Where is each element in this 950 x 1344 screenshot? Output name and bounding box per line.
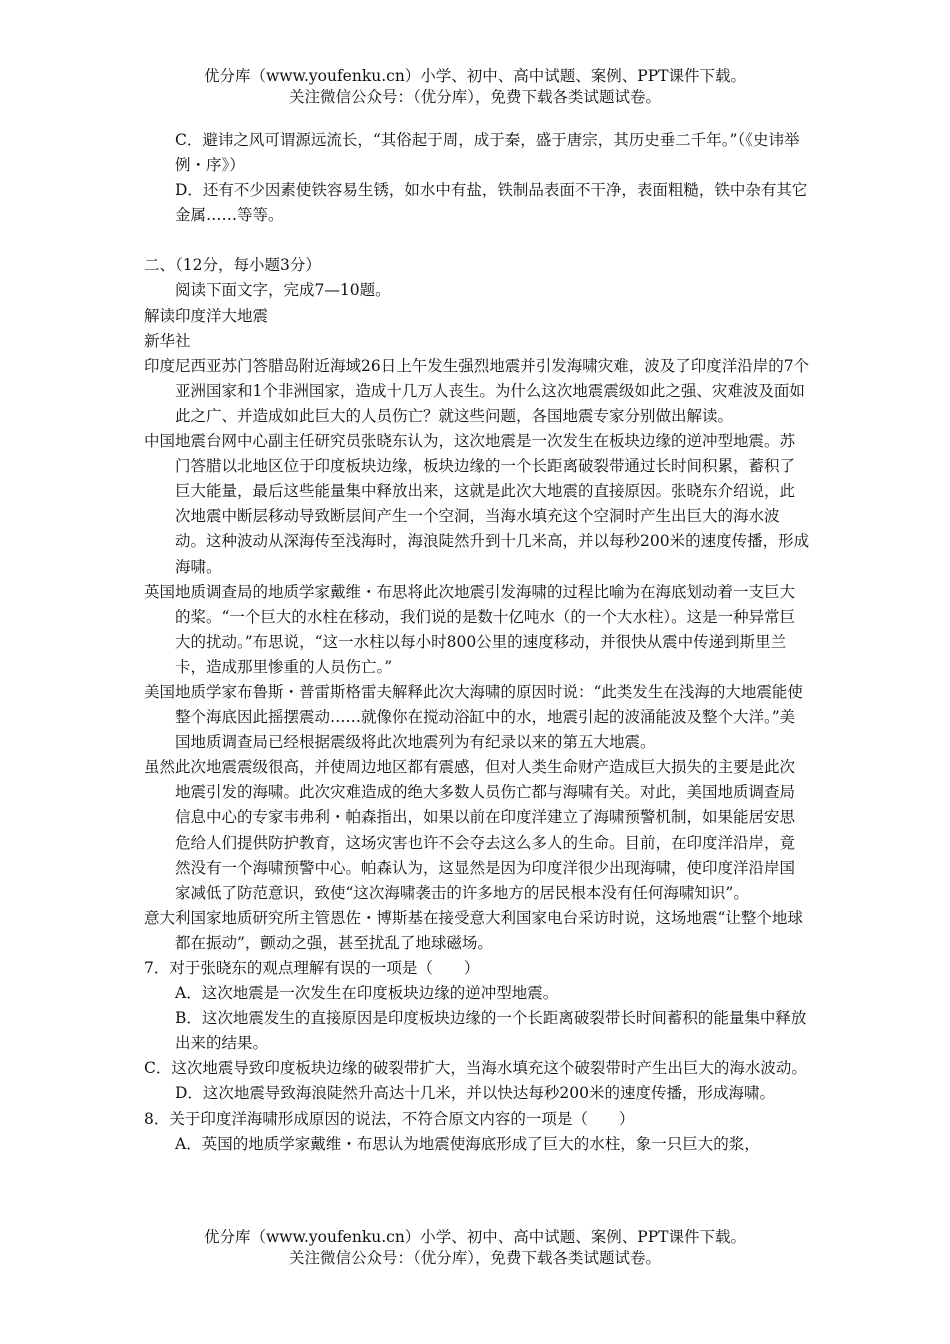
question-8-stem: 8．关于印度洋海啸形成原因的说法，不符合原文内容的一项是（ ） xyxy=(144,1109,635,1128)
question-7-option-d: D．这次地震导致海浪陡然升高达十几米，并以快达每秒200米的速度传播，形成海啸。 xyxy=(175,1084,776,1103)
paragraph-1: 印度尼西亚苏门答腊岛附近海域26日上午发生强烈地震并引发海啸灾难，波及了印度洋沿岸的7个亚洲国家和1个非洲国家，造成十几万人丧生。为什么这次地震震级如此之强、灾难波及面如此之广、并造成如此巨大的人员伤亡？就这些问题，各国地震专家分别做出解读。 xyxy=(144,356,810,425)
article-title: 解读印度洋大地震 xyxy=(144,306,269,325)
paragraph-4: 美国地质学家布鲁斯・普雷斯格雷夫解释此次大海啸的原因时说：“此类发生在浅海的大地震能使整个海底因此摇摆震动……就像你在搅动浴缸中的水，地震引起的波涌能波及整个大洋。”美国地质调查局已经根据震级将此次地震列为有纪录以来的第五大地震。 xyxy=(144,682,803,752)
header-line-1: 优分库（www.youfenku.cn）小学、初中、高中试题、案例、PPT课件下载。 xyxy=(203,67,747,85)
footer-line-1: 优分库（www.youfenku.cn）小学、初中、高中试题、案例、PPT课件下载。 xyxy=(203,1228,747,1246)
option-c: C．避讳之风可谓源远流长，“其俗起于周，成于秦，盛于唐宗，其历史垂二千年。”（《史讳举例・序》） xyxy=(175,131,800,175)
question-7-option-a: A．这次地震是一次发生在印度板块边缘的逆冲型地震。 xyxy=(175,984,559,1003)
header-line-2: 关注微信公众号：（优分库），免费下载各类试题试卷。 xyxy=(288,88,661,106)
paragraph-5: 虽然此次地震震级很高，并使周边地区都有震感，但对人类生命财产造成巨大损失的主要是此次地震引发的海啸。此次灾难造成的绝大多数人员伤亡都与海啸有关。对此，美国地质调查局信息中心的专家韦弗利・帕森指出，如果以前在印度洋建立了海啸预警机制，如果能居安思危给人们提供防护教育，这场灾害也许不会夺去这么多人的生命。目前，在印度洋沿岸，竟然没有一个海啸预警中心。帕森认为，这显然是因为印度洋很少出现海啸，使印度洋沿岸国家减低了防范意识，致使“这次海啸袭击的许多地方的居民根本没有任何海啸知识”。 xyxy=(144,758,796,902)
question-8-option-a: A．英国的地质学家戴维・布思认为地震使海底形成了巨大的水柱，象一只巨大的浆， xyxy=(175,1134,760,1153)
section-heading: 二、（12分，每小题3分） xyxy=(144,256,321,275)
option-d: D．还有不少因素使铁容易生锈，如水中有盐，铁制品表面不干净，表面粗糙，铁中杂有其它金属……等等。 xyxy=(175,181,808,225)
article-source: 新华社 xyxy=(144,331,191,350)
page-header xyxy=(0,66,950,108)
paragraph-6: 意大利国家地质研究所主管恩佐・博斯基在接受意大利国家电台采访时说，这场地震“让整个地球都在振动”，颤动之强，甚至扰乱了地球磁场。 xyxy=(144,908,803,952)
paragraph-2: 中国地震台网中心副主任研究员张晓东认为，这次地震是一次发生在板块边缘的逆冲型地震。苏门答腊以北地区位于印度板块边缘，板块边缘的一个长距离破裂带通过长时间积累，蓄积了巨大能量，最后这些能量集中释放出来，这就是此次大地震的直接原因。张晓东介绍说，此次地震中断层移动导致断层间产生一个空洞，当海水填充这个空洞时产生出巨大的海水波动。这种波动从深海传至浅海时，海浪陡然升到十几米高，并以每秒200米的速度传播，形成海啸。 xyxy=(144,432,810,576)
paragraph-3: 英国地质调查局的地质学家戴维・布思将此次地震引发海啸的过程比喻为在海底划动着一支巨大的桨。“一个巨大的水柱在移动，我们说的是数十亿吨水（的一个大水柱）。这是一种异常巨大的扰动。”布思说，“这一水柱以每小时800公里的速度移动，并很快从震中传递到斯里兰卡，造成那里惨重的人员伤亡。” xyxy=(144,582,796,676)
page-footer xyxy=(0,1227,950,1269)
document-body xyxy=(144,128,810,1157)
question-7-stem: 7．对于张晓东的观点理解有误的一项是（ ） xyxy=(144,959,480,977)
footer-line-2: 关注微信公众号：（优分库），免费下载各类试题试卷。 xyxy=(288,1249,661,1267)
question-7-option-b: B．这次地震发生的直接原因是印度板块边缘的一个长距离破裂带长时间蓄积的能量集中释放出来的结果。 xyxy=(175,1009,807,1053)
question-7-option-c: C．这次地震导致印度板块边缘的破裂带扩大，当海水填充这个破裂带时产生出巨大的海水波动。 xyxy=(144,1059,807,1078)
section-instruction: 阅读下面文字，完成7—10题。 xyxy=(175,281,391,300)
